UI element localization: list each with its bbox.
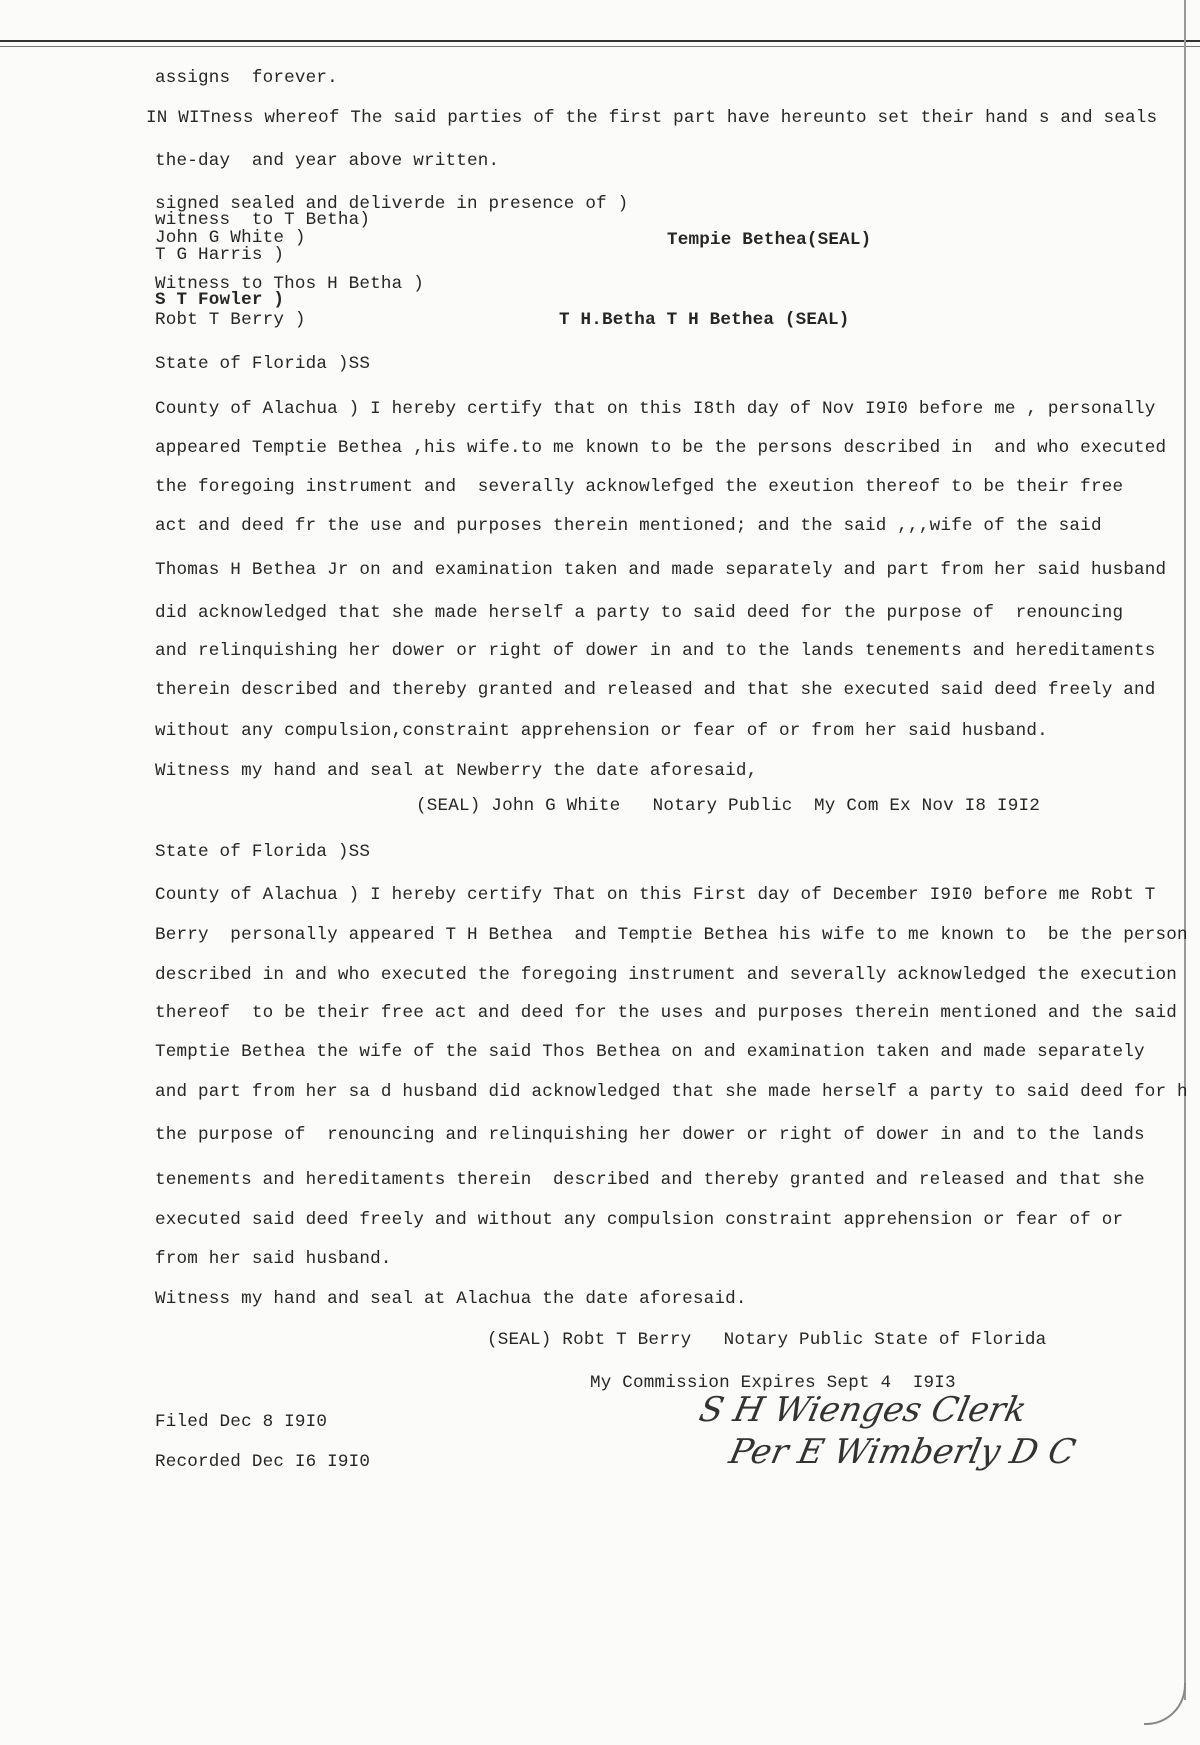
text-line: County of Alachua ) I hereby certify that on this I8th day of Nov I9I0 before me , personally — [155, 399, 1156, 419]
page-corner-curl — [1144, 1683, 1186, 1725]
witness-name: S T Fowler ) — [155, 290, 285, 310]
text-line: the foregoing instrument and severally acknowlefged the exeution thereof to be their free — [155, 477, 1124, 497]
text-line: Witness my hand and seal at Newberry the date aforesaid, — [155, 761, 758, 781]
recorded-date: Recorded Dec I6 I9I0 — [155, 1452, 371, 1472]
text-line: the purpose of renouncing and relinquishing her dower or right of dower in and to the lands — [155, 1125, 1145, 1145]
clerk-handwritten-signature: S H Wienges Clerk — [695, 1390, 1031, 1430]
witness-name: John G White ) — [155, 228, 306, 248]
text-line: tenements and hereditaments therein described and thereby granted and released and that she — [155, 1170, 1145, 1190]
signature-th-bethea: T H.Betha T H Bethea (SEAL) — [559, 310, 850, 330]
text-line: witness to T Betha) — [155, 210, 371, 230]
text-line: Thomas H Bethea Jr on and examination taken and made separately and part from her said husband — [155, 560, 1167, 580]
text-line: described in and who executed the foregoing instrument and severally acknowledged the execution — [155, 965, 1178, 985]
text-line: from her said husband. — [155, 1249, 392, 1269]
text-line: the-day and year above written. — [155, 151, 500, 171]
top-border-line — [0, 40, 1200, 42]
commission-expiry: My Commission Expires Sept 4 I9I3 — [590, 1373, 956, 1393]
filed-date: Filed Dec 8 I9I0 — [155, 1412, 328, 1432]
text-line: County of Alachua ) I hereby certify That on this First day of December I9I0 before me Robt T — [155, 885, 1156, 905]
text-line: did acknowledged that she made herself a party to said deed for the purpose of renouncing — [155, 603, 1124, 623]
text-line: assigns forever. — [155, 68, 338, 88]
text-line: Witness to Thos H Betha ) — [155, 274, 424, 294]
text-line: Witness my hand and seal at Alachua the date aforesaid. — [155, 1289, 747, 1309]
deputy-clerk-handwritten-signature: Per E Wimberly D C — [725, 1432, 1079, 1472]
text-line: State of Florida )SS — [155, 842, 371, 862]
witness-name: Robt T Berry ) — [155, 310, 306, 330]
text-line: act and deed fr the use and purposes therein mentioned; and the said ,,,wife of the said — [155, 516, 1102, 536]
text-line: thereof to be their free act and deed for the uses and purposes therein mentioned and the said — [155, 1003, 1178, 1023]
top-border-line-2 — [0, 46, 1200, 47]
text-line: without any compulsion,constraint apprehension or fear of or from her said husband. — [155, 721, 1048, 741]
text-line: Berry personally appeared T H Bethea and Temptie Bethea his wife to me known to be the person — [155, 925, 1188, 945]
signature-tempie-bethea: Tempie Bethea(SEAL) — [667, 230, 872, 250]
text-line: Temptie Bethea the wife of the said Thos Bethea on and examination taken and made separately — [155, 1042, 1145, 1062]
text-line: therein described and thereby granted and released and that she executed said deed freely and — [155, 680, 1156, 700]
text-line: and part from her sa d husband did acknowledged that she made herself a party to said deed for h — [155, 1082, 1188, 1102]
text-line: appeared Temptie Bethea ,his wife.to me known to be the persons described in and who executed — [155, 438, 1167, 458]
text-line: signed sealed and deliverde in presence of ) — [155, 194, 629, 214]
notary-signature-line: (SEAL) John G White Notary Public My Com Ex Nov I8 I9I2 — [416, 796, 1040, 816]
notary-signature-line: (SEAL) Robt T Berry Notary Public State of Florida — [487, 1330, 1047, 1350]
text-line: and relinquishing her dower or right of dower in and to the lands tenements and hereditaments — [155, 641, 1156, 661]
text-line: IN WITness whereof The said parties of the first part have hereunto set their hand s and seals — [146, 108, 1158, 128]
text-line: executed said deed freely and without any compulsion constraint apprehension or fear of or — [155, 1210, 1124, 1230]
right-page-edge — [1184, 0, 1186, 1700]
witness-name: T G Harris ) — [155, 245, 285, 265]
text-line: State of Florida )SS — [155, 354, 371, 374]
